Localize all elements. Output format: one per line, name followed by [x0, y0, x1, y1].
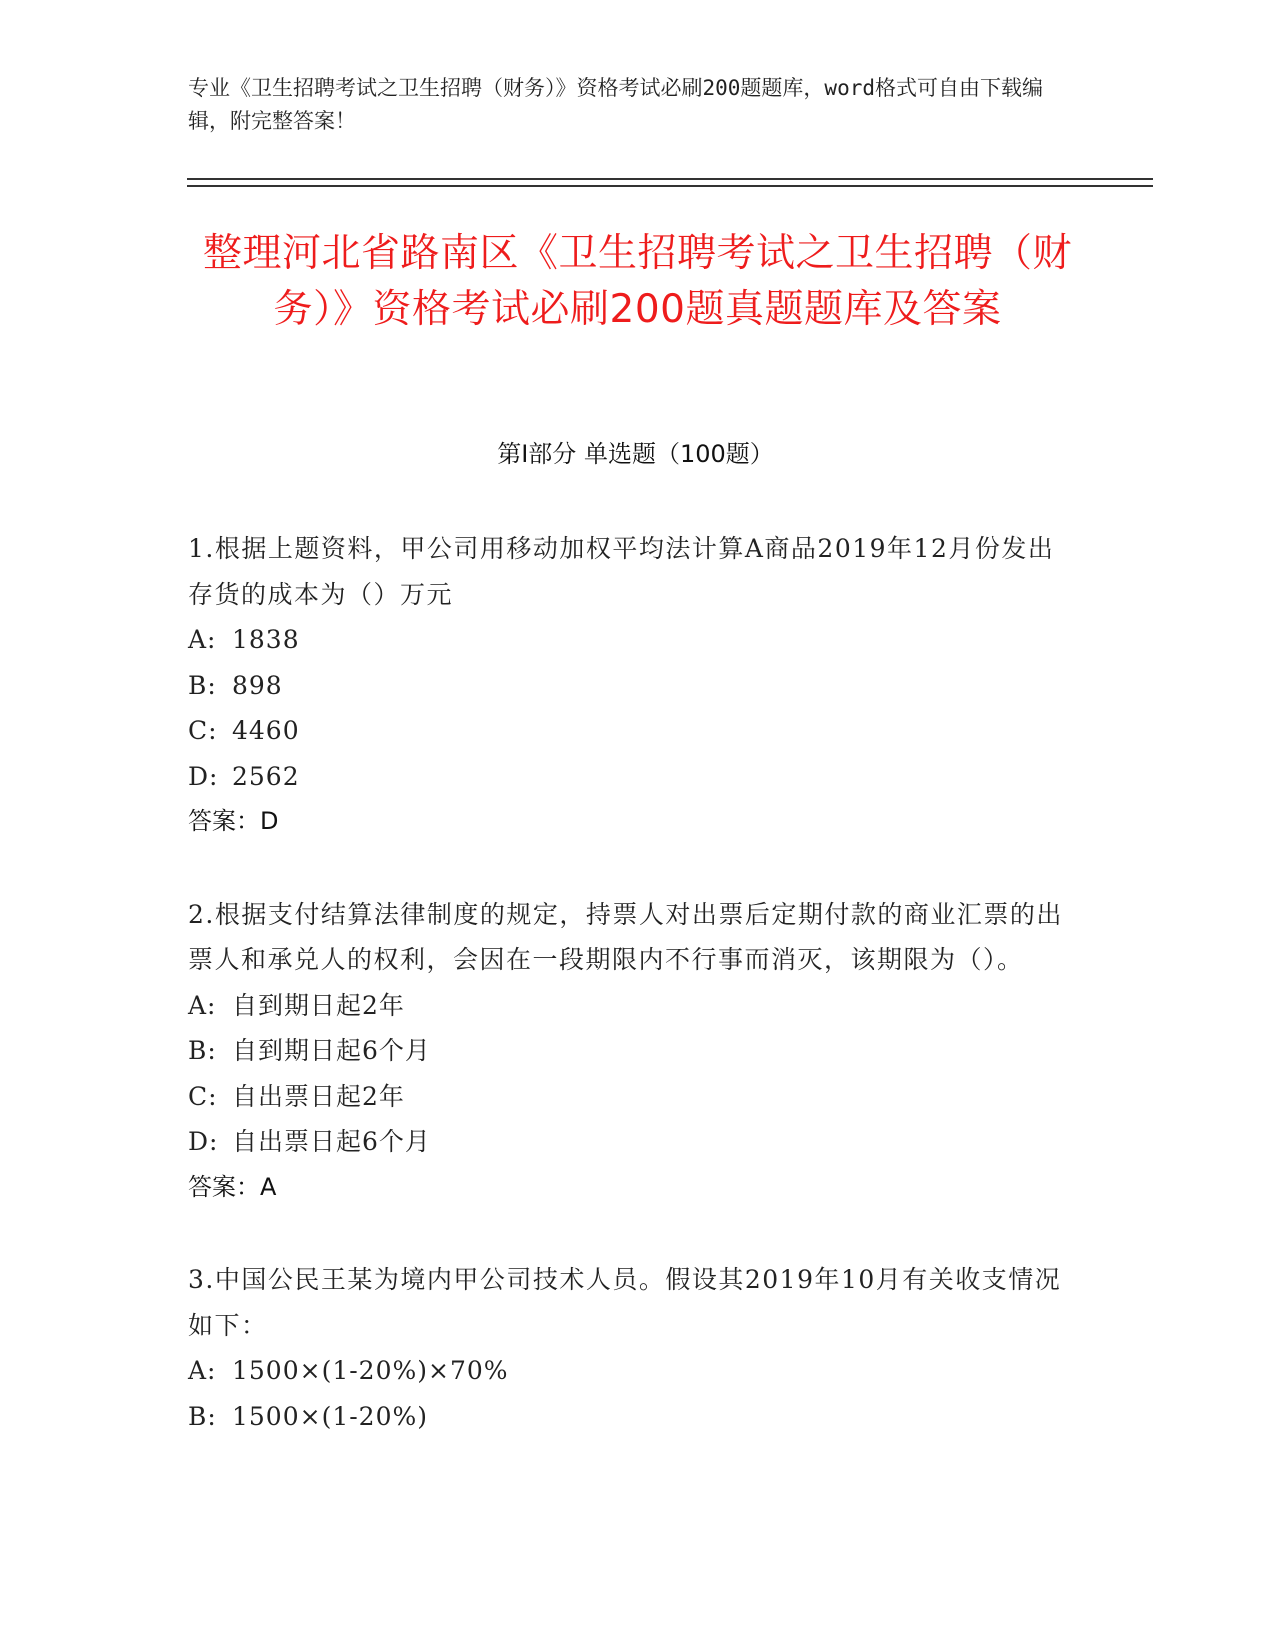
question-list [188, 526, 1068, 1486]
option-text: 898 [232, 670, 283, 700]
option-text: 1838 [232, 625, 300, 654]
option-key: C: [188, 1081, 218, 1111]
option-text: 4460 [232, 716, 300, 745]
header-divider-top [187, 178, 1153, 180]
option-d [188, 1119, 1068, 1165]
question-stem: 1.根据上题资料，甲公司用移动加权平均法计算A商品2019年12月份发出存货的成本为（）万元 [188, 534, 1055, 609]
option-key: A: [188, 625, 217, 654]
option-text: 自出票日起2年 [232, 1081, 405, 1111]
option-text: 1500×(1-20%) [232, 1401, 428, 1431]
option-a [188, 1348, 1068, 1394]
option-text: 2562 [232, 761, 300, 791]
option-b [188, 1394, 1068, 1440]
option-text: 1500×(1-20%)×70% [232, 1356, 509, 1385]
option-key: B: [188, 1036, 217, 1065]
answer-line: 答案：A [188, 1172, 277, 1201]
option-a [188, 617, 1068, 663]
option-c [188, 708, 1068, 754]
option-text: 自到期日起6个月 [232, 1036, 431, 1065]
header-note: 专业《卫生招聘考试之卫生招聘（财务）》资格考试必刷200题题库，word格式可自由下载编辑，附完整答案！ [188, 76, 1043, 133]
option-text: 自到期日起2年 [232, 990, 405, 1020]
option-key: B: [188, 1401, 217, 1431]
question-stem: 3.中国公民王某为境内甲公司技术人员。假设其2019年10月有关收支情况如下： [188, 1265, 1062, 1340]
question-1 [188, 526, 1068, 845]
question-stem: 2.根据支付结算法律制度的规定，持票人对出票后定期付款的商业汇票的出票人和承兑人的权利，会因在一段期限内不行事而消灭，该期限为（）。 [188, 899, 1063, 974]
section-heading: 第Ⅰ部分 单选题（100题） [497, 440, 774, 468]
option-d [188, 754, 1068, 800]
question-2 [188, 892, 1068, 1211]
option-key: A: [188, 1356, 217, 1385]
option-c [188, 1074, 1068, 1120]
answer-line: 答案：D [188, 807, 279, 835]
header-divider-bottom [187, 185, 1153, 187]
option-key: B: [188, 670, 217, 700]
option-text: 自出票日起6个月 [232, 1127, 431, 1156]
option-a [188, 983, 1068, 1029]
option-b [188, 663, 1068, 709]
option-key: D: [188, 1127, 219, 1156]
question-3 [188, 1257, 1068, 1439]
option-key: D: [188, 761, 219, 791]
option-b [188, 1028, 1068, 1074]
document-title: 整理河北省路南区《卫生招聘考试之卫生招聘（财务）》资格考试必刷200题真题题库及答案 [202, 231, 1072, 332]
option-key: A: [188, 990, 217, 1020]
option-key: C: [188, 716, 218, 745]
